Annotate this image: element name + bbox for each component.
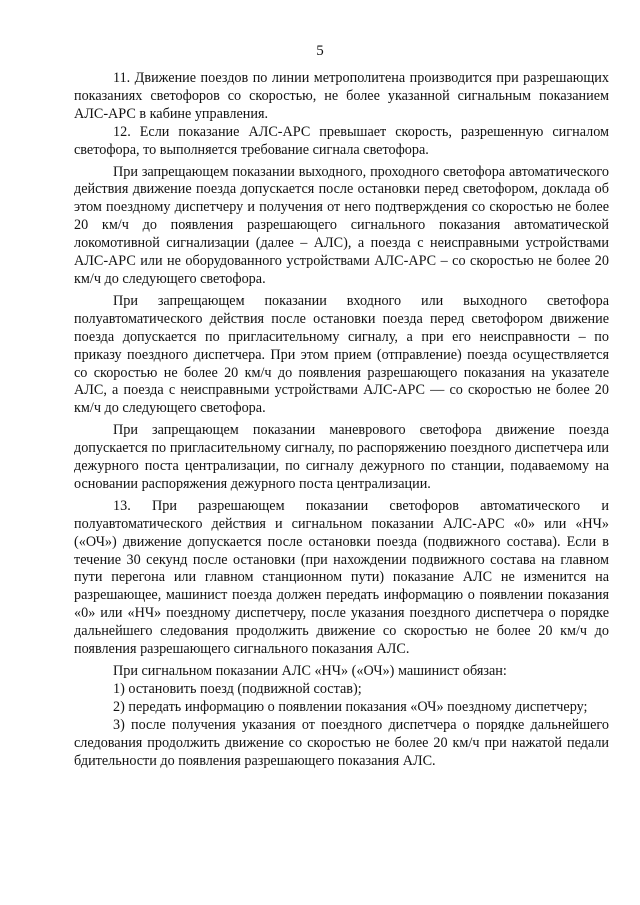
paragraph-driver-duties-intro: При сигнальном показании АЛС «НЧ» («ОЧ») машинист обязан: xyxy=(113,663,507,679)
paragraph-shunting-signal: При запрещающем показании маневрового светофора движение поезда допускается по пригласительному сигналу, по распоряжению поездного диспетчера или дежурного поста централизации, по сигналу дежурного по станции, подаваемому на основании распоряжения дежурного поста централизации. xyxy=(74,422,609,492)
paragraph-13: 13. При разрешающем показании светофоров автоматического и полуавтоматического действия и сигнальном показании АЛС-АРС «0» или «НЧ» («ОЧ») движение допускается после остановки поезда (подвижного состава). Если в течение 30 секунд после остановки (при нахождении подвижного состава на главном пути перегона или главном станционном пути) показание АЛС не изменится на разрешающее, машинист поезда должен передать информацию о появлении показания «0» или «НЧ» поездному диспетчеру, после указания поездного диспетчера о порядке дальнейшего следования продолжить движение со скоростью не более 20 км/ч до появления разрешающего сигнального показания АЛС. xyxy=(74,497,609,658)
list-item-1: 1) остановить поезд (подвижной состав); xyxy=(113,680,362,697)
paragraph-12: 12. Если показание АЛС-АРС превышает скорость, разрешенную сигналом светофора, то выполняется требование сигнала светофора. xyxy=(74,123,609,158)
document-body xyxy=(74,70,609,770)
page-number: 5 xyxy=(316,43,324,59)
list-item-3: 3) после получения указания от поездного диспетчера о порядке дальнейшего следования продолжить движение со скоростью не более 20 км/ч при нажатой педали бдительности до появления разрешающего показания АЛС. xyxy=(74,716,609,769)
paragraph-entry-signal: При запрещающем показании входного или выходного светофора полуавтоматического действия после остановки поезда перед светофором движение поезда допускается по пригласительному сигналу, а при его неисправности – по приказу поездного диспетчера. При этом прием (отправление) поезда осуществляется со скоростью не более 20 км/ч до появления разрешающего показания на указателе АЛС, а поезда с неисправными устройствами АЛС-АРС — со скоростью не более 20 км/ч до следующего светофора. xyxy=(74,292,609,417)
paragraph-exit-signal: При запрещающем показании выходного, проходного светофора автоматического действия движение поезда допускается после остановки перед светофором, доклада об этом поездному диспетчеру и получения от него подтверждения со скоростью не более 20 км/ч до появления разрешающего сигнального показания автоматической локомотивной сигнализации (далее – АЛС), а поезда с неисправными устройствами АЛС-АРС или не оборудованного устройствами АЛС-АРС – со скоростью не более 20 км/ч до следующего светофора. xyxy=(74,163,609,287)
list-item-2: 2) передать информацию о появлении показания «ОЧ» поездному диспетчеру; xyxy=(113,698,588,715)
paragraph-11: 11. Движение поездов по линии метрополитена производится при разрешающих показаниях светофоров со скоростью, не более указанной сигнальным показанием АЛС-АРС в кабине управления. xyxy=(74,70,609,122)
